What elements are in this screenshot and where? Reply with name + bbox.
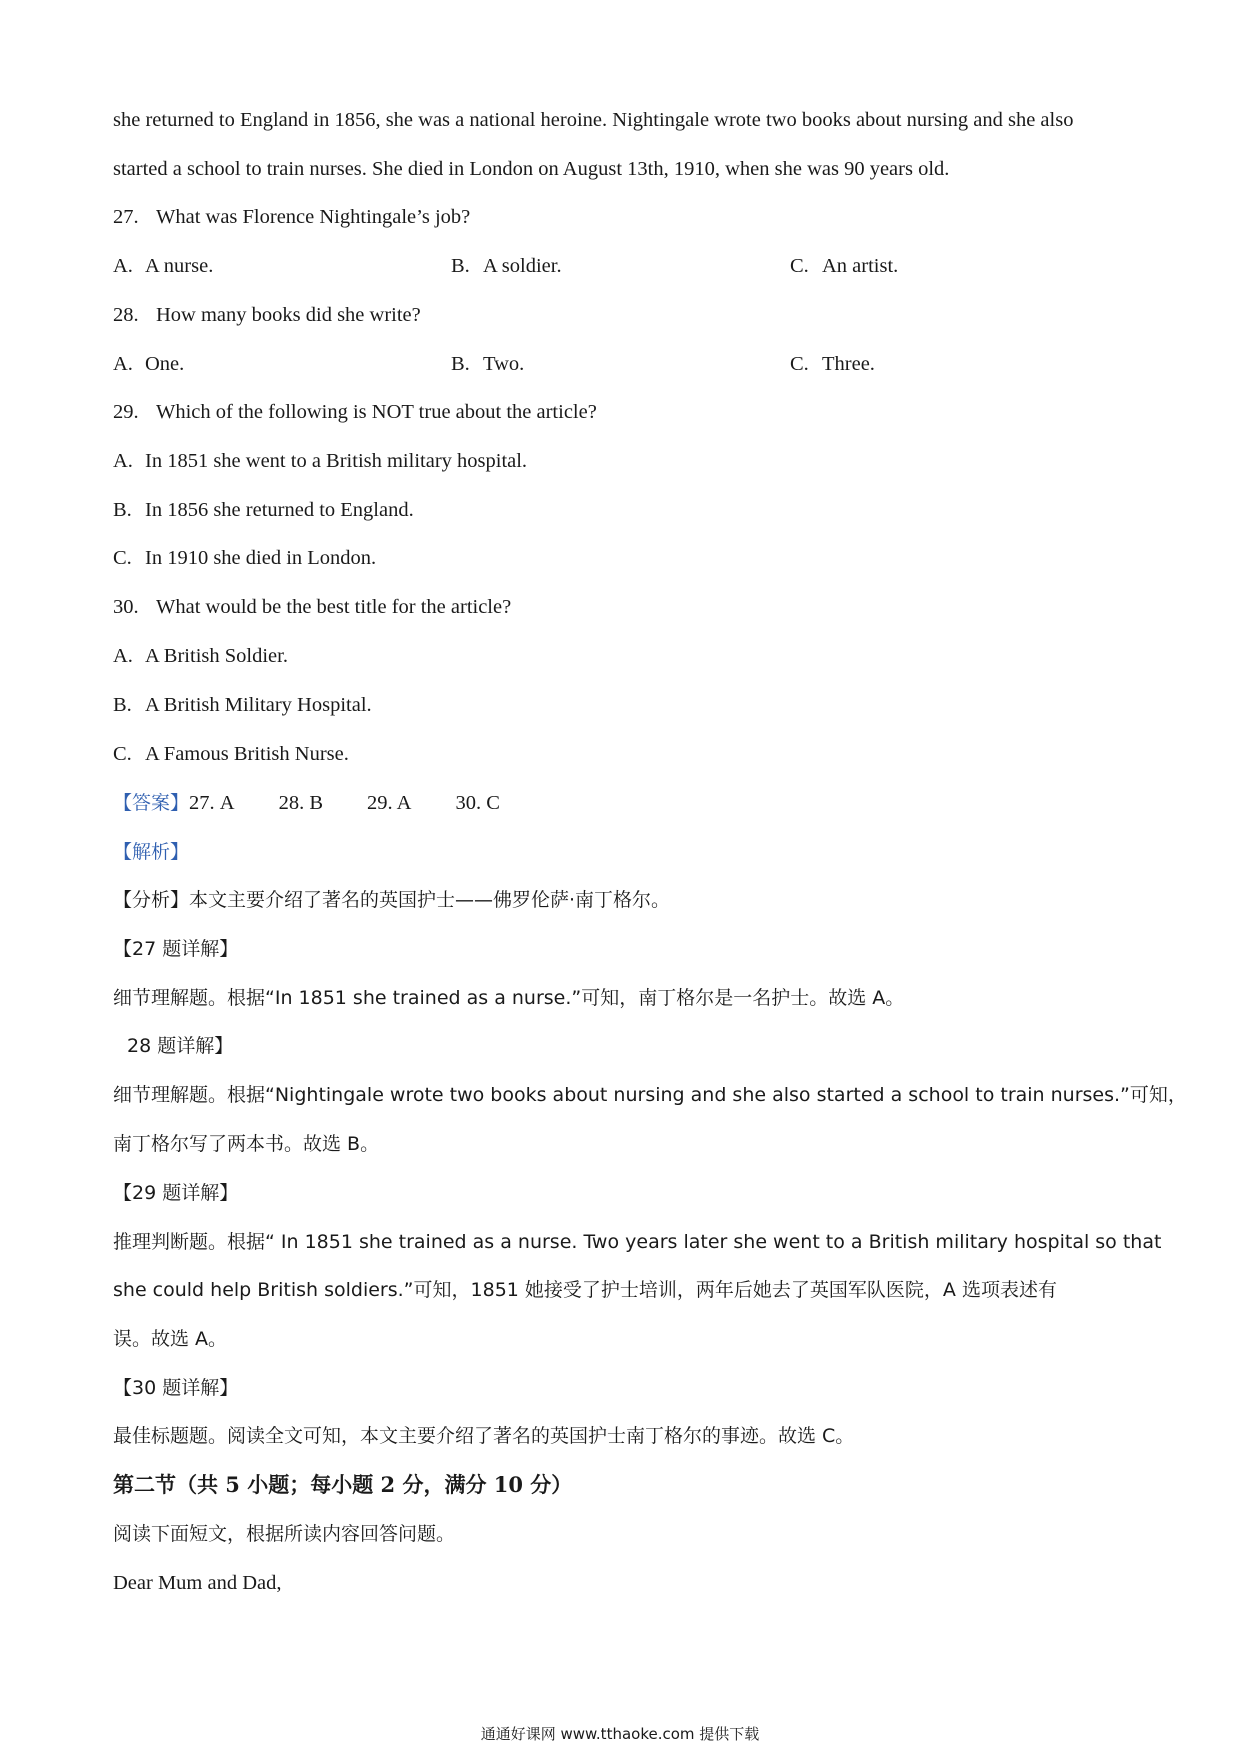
option-text: Two. xyxy=(483,353,525,375)
option-text: A Famous British Nurse. xyxy=(145,743,349,765)
question-text: Which of the following is NOT true about the article? xyxy=(156,401,597,423)
option-letter: C. xyxy=(113,547,132,569)
question-27 xyxy=(113,203,470,231)
q30-detail-body: 最佳标题题。阅读全文可知，本文主要介绍了著名的英国护士南丁格尔的事迹。故选 C。 xyxy=(113,1425,855,1447)
option-letter: B. xyxy=(451,255,470,277)
q27-detail-body: 细节理解题。根据“In 1851 she trained as a nurse.”可知，南丁格尔是一名护士。故选 A。 xyxy=(113,987,905,1009)
q30-detail-heading: 【30 题详解】 xyxy=(113,1377,239,1399)
q28-option-b xyxy=(451,350,524,378)
option-text: Three. xyxy=(822,353,875,375)
option-letter: A. xyxy=(113,450,133,472)
question-text: What was Florence Nightingale’s job? xyxy=(156,206,471,228)
letter-salutation: Dear Mum and Dad, xyxy=(113,1572,282,1594)
option-text: A soldier. xyxy=(483,255,562,277)
section-2-instruction: 阅读下面短文，根据所读内容回答问题。 xyxy=(113,1523,456,1545)
question-28 xyxy=(113,301,421,329)
answer-item-28: 28. B xyxy=(278,792,324,814)
option-letter: B. xyxy=(451,353,470,375)
answer-item-27: 27. A xyxy=(189,792,235,814)
question-number: 29. xyxy=(113,401,139,423)
q29-option-a xyxy=(113,447,527,475)
question-30 xyxy=(113,593,511,621)
answer-line xyxy=(113,789,500,817)
q29-detail-body-3: 误。故选 A。 xyxy=(113,1328,228,1350)
analysis-summary: 【分析】本文主要介绍了著名的英国护士——佛罗伦萨·南丁格尔。 xyxy=(113,889,671,911)
q29-option-c xyxy=(113,544,376,572)
option-text: A British Soldier. xyxy=(145,645,288,667)
question-text: How many books did she write? xyxy=(156,304,421,326)
page-footer: 通通好课网 www.tthaoke.com 提供下载 xyxy=(480,1725,760,1743)
question-29 xyxy=(113,398,597,426)
passage-line-1: she returned to England in 1856, she was a national heroine. Nightingale wrote two books about nursing and she also xyxy=(113,109,1074,131)
option-letter: B. xyxy=(113,499,132,521)
q30-option-b xyxy=(113,691,372,719)
option-letter: C. xyxy=(113,743,132,765)
q28-option-a xyxy=(113,350,184,378)
answer-item-29: 29. A xyxy=(367,792,412,814)
q30-option-a xyxy=(113,642,288,670)
option-letter: A. xyxy=(113,645,133,667)
q29-detail-heading: 【29 题详解】 xyxy=(113,1182,239,1204)
q27-option-b xyxy=(451,252,562,280)
option-letter: A. xyxy=(113,255,133,277)
option-letter: C. xyxy=(790,255,809,277)
option-text: In 1910 she died in London. xyxy=(145,547,377,569)
option-letter: C. xyxy=(790,353,809,375)
option-letter: A. xyxy=(113,353,133,375)
answer-label: 【答案】 xyxy=(113,792,190,814)
question-text: What would be the best title for the article? xyxy=(156,596,512,618)
option-letter: B. xyxy=(113,694,132,716)
q28-option-c xyxy=(790,350,875,378)
q29-option-b xyxy=(113,496,414,524)
q27-detail-heading: 【27 题详解】 xyxy=(113,938,239,960)
q29-detail-body-1: 推理判断题。根据“ In 1851 she trained as a nurse. Two years later she went to a British military hospital so that xyxy=(113,1231,1162,1253)
q29-detail-body-2: she could help British soldiers.”可知，1851 她接受了护士培训，两年后她去了英国军队医院，A 选项表述有 xyxy=(113,1279,1057,1301)
question-number: 27. xyxy=(113,206,139,228)
analysis-label: 【解析】 xyxy=(113,841,190,863)
option-text: In 1856 she returned to England. xyxy=(145,499,414,521)
q27-option-a xyxy=(113,252,213,280)
question-number: 28. xyxy=(113,304,139,326)
q30-option-c xyxy=(113,740,349,768)
option-text: An artist. xyxy=(822,255,899,277)
q28-detail-body-2: 南丁格尔写了两本书。故选 B。 xyxy=(113,1133,380,1155)
answer-item-30: 30. C xyxy=(455,792,500,814)
option-text: One. xyxy=(145,353,185,375)
option-text: A British Military Hospital. xyxy=(145,694,372,716)
section-2-heading: 第二节（共 5 小题；每小题 2 分，满分 10 分） xyxy=(113,1472,573,1497)
q27-option-c xyxy=(790,252,898,280)
question-number: 30. xyxy=(113,596,139,618)
q28-detail-body-1: 细节理解题。根据“Nightingale wrote two books about nursing and she also started a school to train nurses.”可知， xyxy=(113,1084,1187,1106)
passage-line-2: started a school to train nurses. She died in London on August 13th, 1910, when she was 90 years old. xyxy=(113,158,950,180)
option-text: In 1851 she went to a British military hospital. xyxy=(145,450,528,472)
q28-detail-heading: 28 题详解】 xyxy=(127,1035,234,1057)
option-text: A nurse. xyxy=(145,255,214,277)
